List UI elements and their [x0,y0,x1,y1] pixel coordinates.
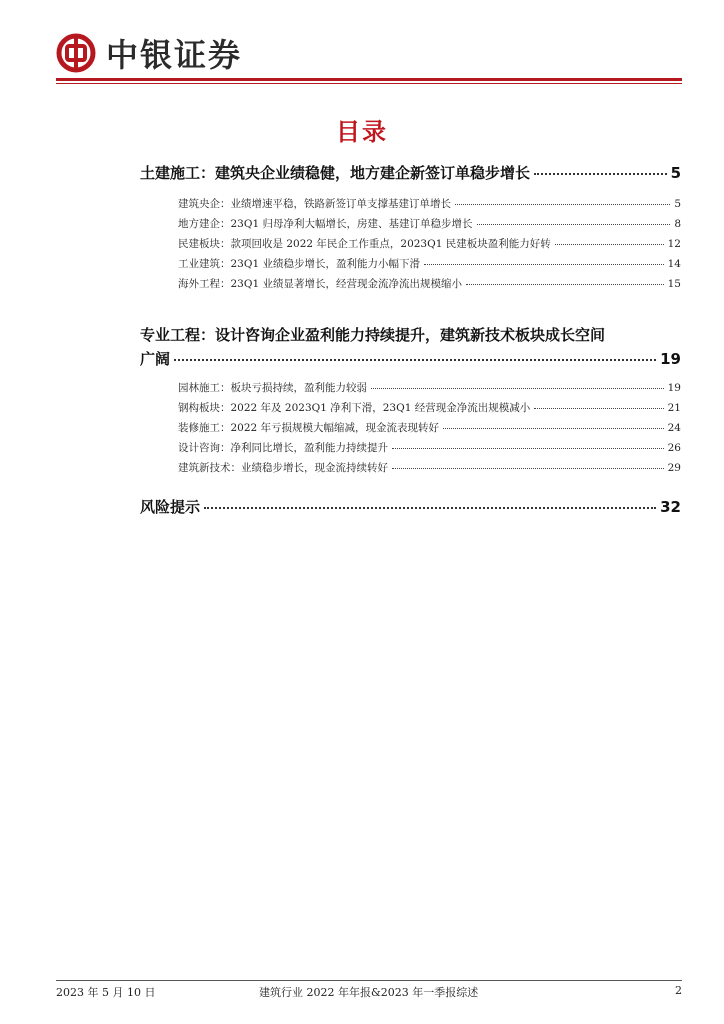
toc-item[interactable] [178,256,681,276]
dot-leader [204,507,656,509]
dot-leader [455,204,670,205]
brand-name: 中银证券 [106,36,243,74]
dot-leader [555,244,664,245]
toc-item[interactable] [178,380,681,400]
toc-item[interactable] [178,440,681,460]
dot-leader [371,388,664,389]
footer-date: 2023 年 5 月 10 日 [56,986,156,999]
toc-item[interactable] [178,460,681,480]
dot-leader [424,264,664,265]
toc-item-title: 建筑央企：业绩增速平稳，铁路新签订单支撑基建订单增长 [178,198,451,210]
toc-section-2[interactable] [140,348,681,374]
toc-section-title: 土建施工：建筑央企业绩稳健，地方建企新签订单稳步增长 [140,164,531,182]
footer-doc-title: 建筑行业 2022 年年报&2023 年一季报综述 [259,986,479,999]
dot-leader [466,284,664,285]
header-rule-thin [56,83,682,84]
toc-item-page: 12 [667,238,681,250]
dot-leader [392,448,664,449]
toc-item[interactable] [178,196,681,216]
toc-item-title: 设计咨询：净利同比增长，盈利能力持续提升 [178,442,388,454]
toc-section-1[interactable] [140,162,681,190]
toc-item-title: 民建板块：款项回收是 2022 年民企工作重点，2023Q1 民建板块盈利能力好转 [178,238,551,250]
dot-leader [477,224,671,225]
toc-item-title: 海外工程：23Q1 业绩显著增长，经营现金流净流出规模缩小 [178,278,462,290]
header-rule [56,78,682,81]
dot-leader [534,408,663,409]
toc-section-2-line1[interactable]: 专业工程：设计咨询企业盈利能力持续提升，建筑新技术板块成长空间 [140,326,606,344]
toc-section-title: 风险提示 [140,498,201,516]
toc-item-page: 24 [667,422,681,434]
header [56,28,242,78]
toc-item-page: 15 [667,278,681,290]
dot-leader [392,468,664,469]
toc-item-title: 装修施工：2022 年亏损规模大幅缩减，现金流表现转好 [178,422,440,434]
toc-section-3[interactable] [140,496,681,524]
toc-item-page: 14 [667,258,681,270]
toc-item-page: 26 [667,442,681,454]
toc-item[interactable] [178,236,681,256]
dot-leader [174,359,656,361]
toc-item-page: 21 [667,402,681,414]
toc-item-page: 19 [667,382,681,394]
footer-page-number: 2 [675,984,682,997]
toc-item[interactable] [178,276,681,296]
toc-item[interactable] [178,420,681,440]
toc-item-title: 工业建筑：23Q1 业绩稳步增长，盈利能力小幅下滑 [178,258,420,270]
toc-section-title: 广阔 [140,350,171,368]
toc-item-title: 园林施工：板块亏损持续，盈利能力较弱 [178,382,367,394]
table-of-contents [140,158,681,524]
toc-item-title: 地方建企：23Q1 归母净利大幅增长，房建、基建订单稳步增长 [178,218,473,230]
toc-item-page: 29 [667,462,681,474]
footer-rule [56,980,682,981]
toc-section-page: 32 [660,498,681,516]
toc-section-page: 19 [660,350,681,368]
toc-title: 目录 [336,118,388,146]
toc-item[interactable] [178,216,681,236]
toc-section-page: 5 [670,164,681,182]
dot-leader [443,428,664,429]
toc-item[interactable] [178,400,681,420]
toc-item-page: 5 [674,198,681,210]
toc-item-title: 建筑新技术：业绩稳步增长，现金流持续转好 [178,462,388,474]
dot-leader [534,173,667,175]
toc-item-page: 8 [674,218,681,230]
bank-of-china-logo-icon [56,33,96,73]
toc-item-title: 钢构板块：2022 年及 2023Q1 净利下滑，23Q1 经营现金净流出规模减小 [178,402,531,414]
